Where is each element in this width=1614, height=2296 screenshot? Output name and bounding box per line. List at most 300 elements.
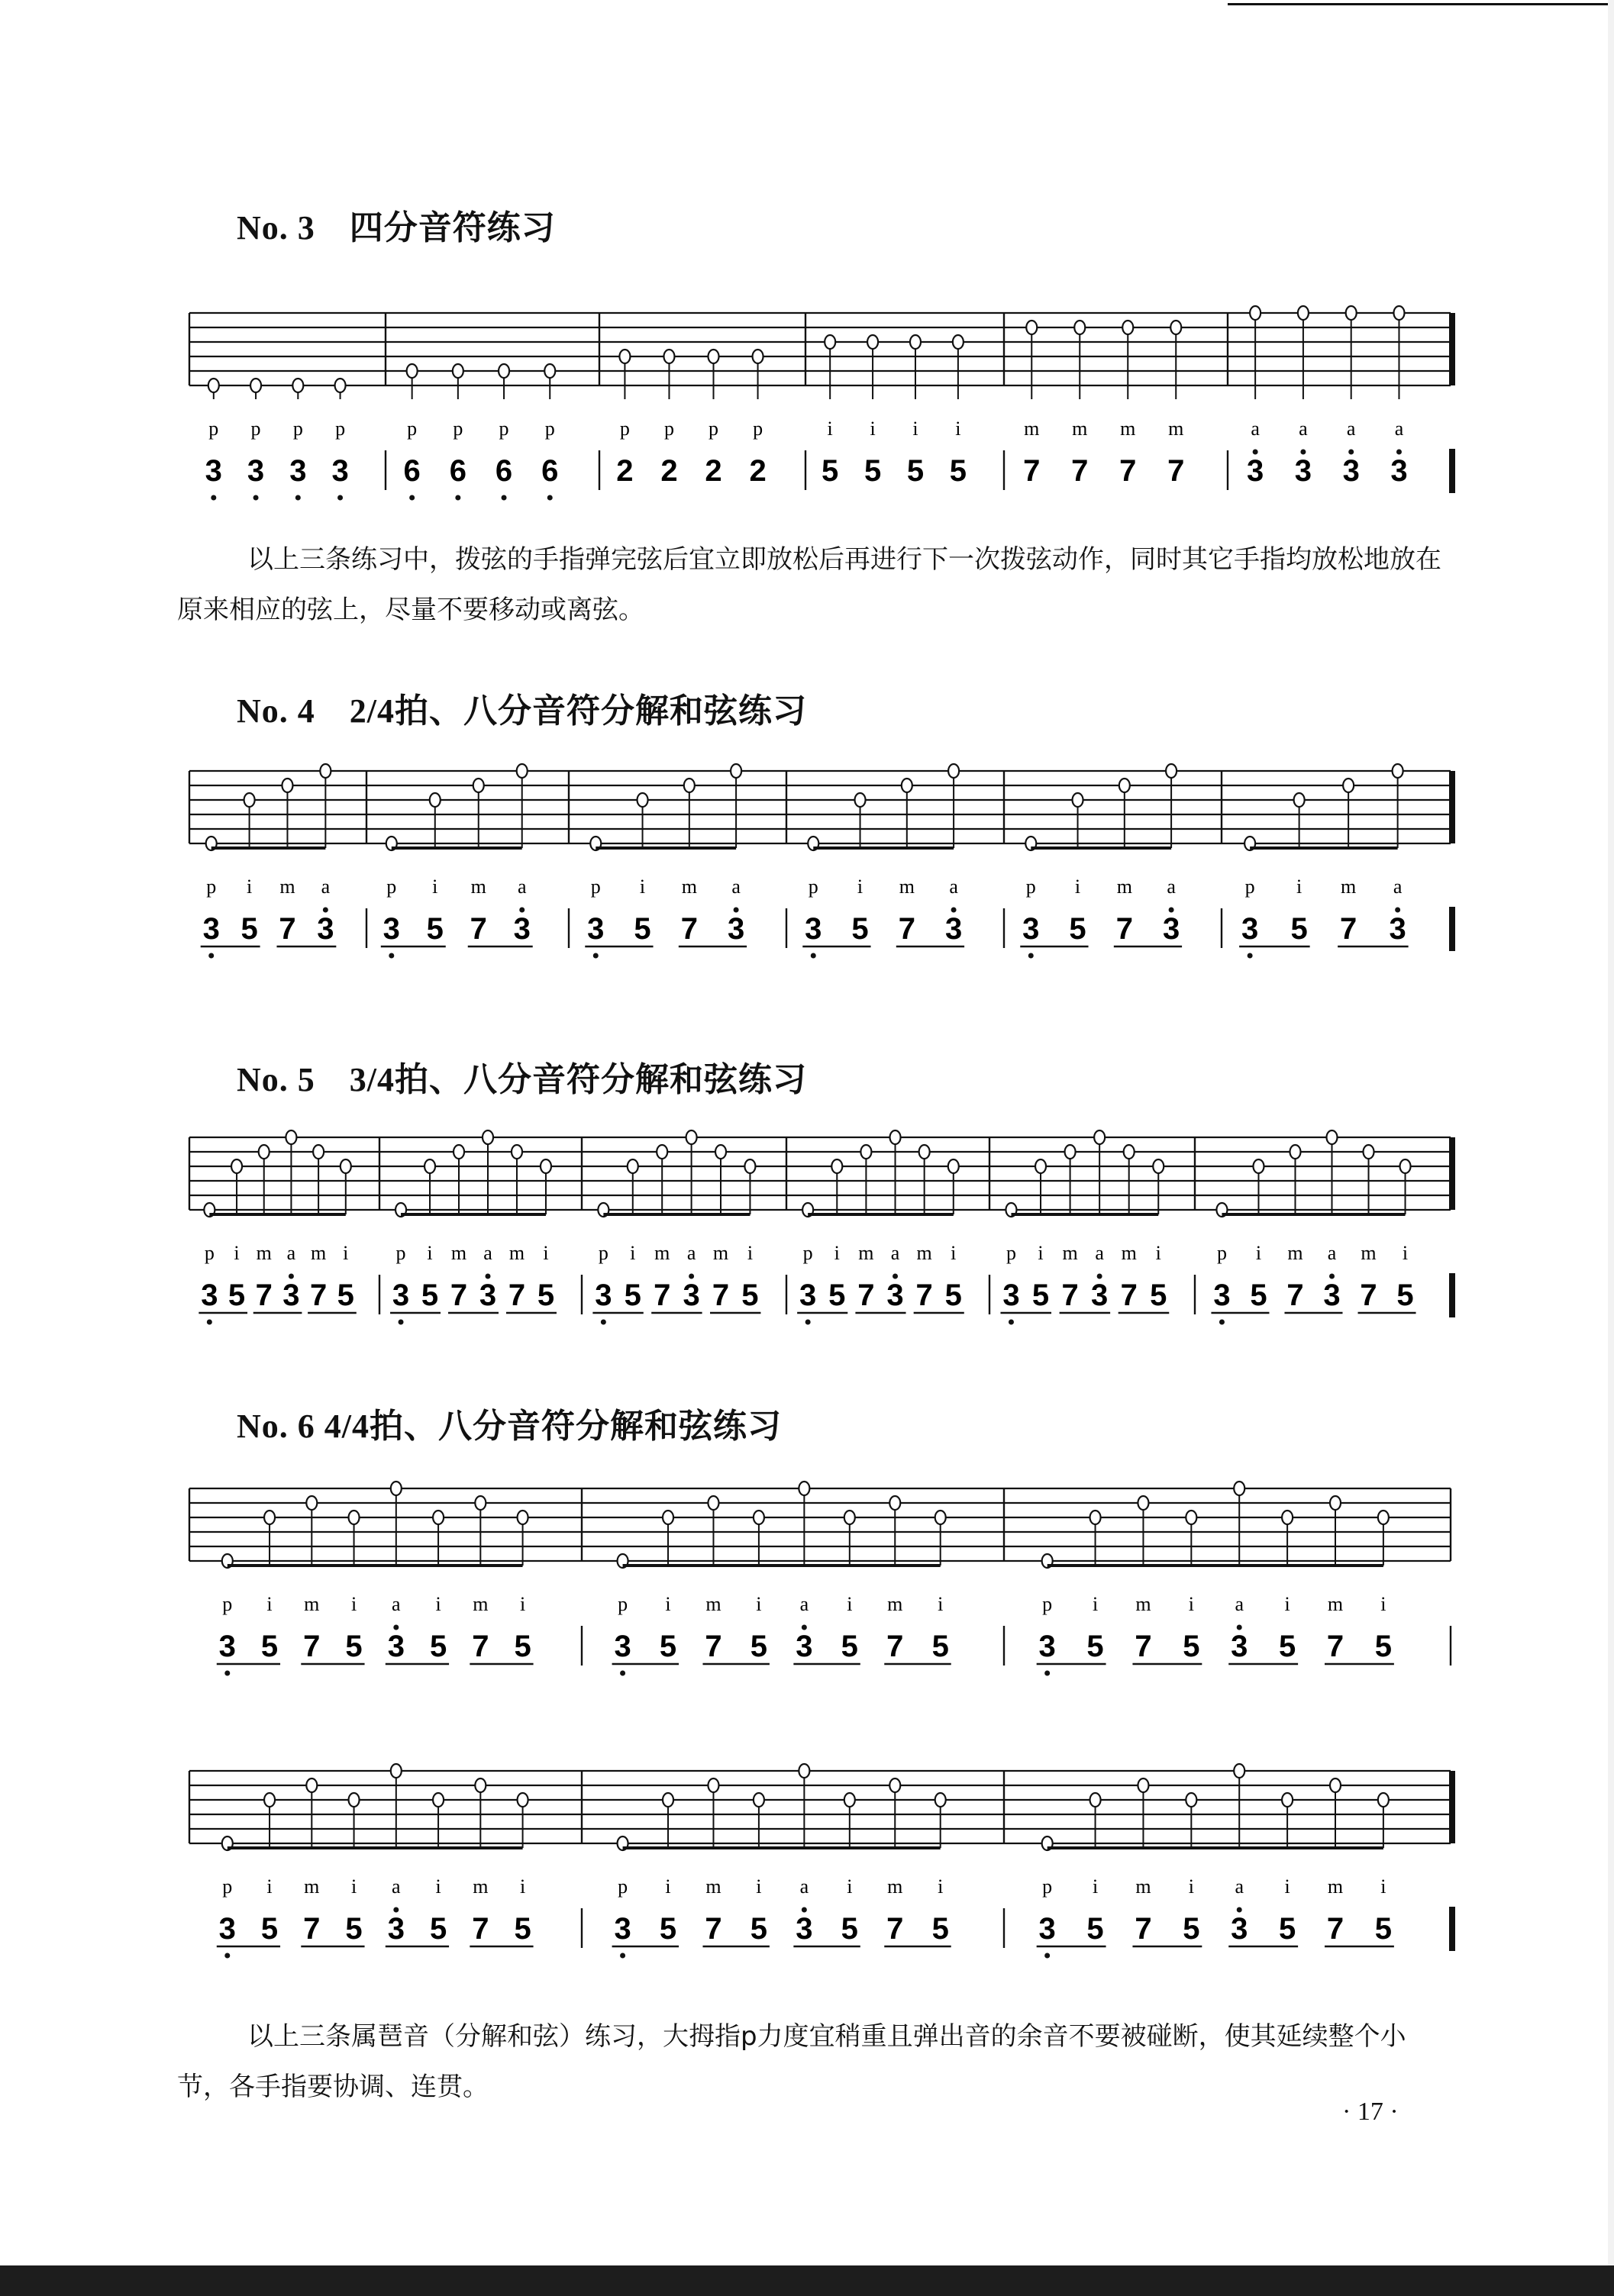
jianpu-note: 3 (479, 1279, 497, 1312)
jianpu-note: 3 (247, 454, 265, 488)
jianpu-note: 3 (805, 912, 822, 946)
finger-label: a (1095, 1242, 1104, 1264)
octave-dot-above (323, 908, 328, 913)
finger-label: m (899, 876, 915, 898)
jianpu-note: 5 (659, 1912, 677, 1946)
tab-fret-zero (499, 364, 509, 378)
finger-label: a (949, 876, 958, 898)
finger-label: i (246, 876, 253, 898)
jianpu-note: 7 (309, 1279, 328, 1312)
finger-label: p (1025, 876, 1036, 898)
jianpu-note: 3 (1247, 454, 1264, 488)
jianpu-note: 5 (1278, 1912, 1296, 1946)
finger-label: i (1188, 1593, 1194, 1615)
jianpu-note: 5 (1183, 1912, 1200, 1946)
jianpu-note: 7 (1326, 1630, 1344, 1663)
jianpu-note: 5 (1031, 1279, 1050, 1312)
octave-dot-below (601, 1320, 606, 1325)
finger-label: m (916, 1242, 932, 1264)
section-title-no6: No. 6 4/4拍、八分音符分解和弦练习 (237, 1408, 782, 1445)
jianpu-note: 5 (1183, 1630, 1200, 1663)
octave-dot-below (207, 1320, 212, 1325)
jianpu-note: 5 (906, 454, 925, 488)
tab-fret-zero (475, 1778, 486, 1792)
finger-label: i (266, 1875, 273, 1898)
finger-label: i (1402, 1242, 1409, 1264)
octave-dot-above (1396, 450, 1402, 455)
jianpu-note: 5 (1278, 1630, 1296, 1663)
jianpu-note: 3 (1231, 1912, 1248, 1946)
octave-dot-below (409, 495, 415, 501)
page-top-rule (1228, 3, 1614, 5)
finger-label: i (1296, 876, 1302, 898)
jianpu-note: 3 (218, 1912, 236, 1946)
jianpu-note: 3 (218, 1630, 236, 1663)
tab-fret-zero (433, 1793, 444, 1807)
jianpu-note: 7 (279, 912, 296, 946)
jianpu-note: 5 (1290, 912, 1308, 946)
jianpu-note: 5 (537, 1279, 555, 1312)
jianpu-note: 5 (1374, 1912, 1393, 1946)
finger-label: a (1327, 1242, 1337, 1264)
jianpu-note: 3 (1213, 1279, 1231, 1312)
tab-fret-zero (902, 779, 912, 792)
tab-final-bar (1449, 771, 1455, 843)
finger-label: i (665, 1875, 671, 1898)
finger-label: p (407, 418, 418, 440)
finger-label: i (912, 418, 918, 440)
finger-label: i (266, 1593, 273, 1615)
octave-dot-below (811, 953, 816, 959)
jianpu-note: 5 (260, 1630, 279, 1663)
finger-label: i (756, 1875, 762, 1898)
jianpu-note: 3 (289, 454, 307, 488)
tab-fret-zero (889, 1778, 900, 1792)
jianpu-note: 3 (799, 1279, 817, 1312)
tab-fret-zero (708, 1778, 718, 1792)
finger-label: m (1135, 1875, 1151, 1898)
jianpu-note: 2 (749, 454, 767, 488)
finger-label: i (857, 876, 863, 898)
jianpu-note: 5 (741, 1279, 759, 1312)
tab-fret-zero (1026, 321, 1037, 334)
tab-fret-zero (890, 1130, 901, 1144)
tab-fret-zero (518, 1511, 528, 1524)
tab-fret-zero (1294, 793, 1305, 807)
tab-fret-zero (910, 335, 921, 349)
tab-fret-zero (953, 335, 964, 349)
finger-label: m (654, 1242, 670, 1264)
finger-label: p (204, 1242, 215, 1264)
finger-label: m (705, 1593, 721, 1615)
tab-fret-zero (1094, 1130, 1105, 1144)
finger-label: m (1121, 1242, 1137, 1264)
finger-label: a (392, 1593, 401, 1615)
tab-fret-zero (244, 793, 255, 807)
octave-dot-above (1395, 908, 1400, 913)
tab-fret-zero (1074, 321, 1085, 334)
finger-label: m (1120, 418, 1136, 440)
tab-fret-zero (1378, 1511, 1389, 1524)
jianpu-note: 2 (616, 454, 634, 488)
jianpu-note: 7 (303, 1630, 321, 1663)
jianpu-note: 5 (624, 1279, 641, 1312)
tab-fret-zero (1166, 764, 1177, 778)
jianpu-note: 5 (421, 1279, 439, 1312)
octave-dot-above (802, 1907, 807, 1913)
jianpu-note: 5 (750, 1912, 768, 1946)
tab-fret-zero (1234, 1764, 1244, 1778)
jianpu-note: 7 (1135, 1630, 1152, 1663)
finger-label: p (663, 418, 674, 440)
octave-dot-above (1237, 1625, 1242, 1630)
octave-dot-above (1097, 1274, 1102, 1279)
tab-fret-zero (433, 1511, 444, 1524)
tab-final-bar (1449, 313, 1455, 385)
tab-fret-zero (831, 1159, 842, 1173)
tab-fret-zero (517, 764, 528, 778)
finger-label: m (279, 876, 295, 898)
finger-label: p (335, 418, 346, 440)
jianpu-note: 5 (240, 912, 258, 946)
jianpu-note: 5 (1250, 1279, 1267, 1312)
jianpu-note: 3 (1038, 1630, 1056, 1663)
tab-fret-zero (292, 379, 303, 392)
notation-final-bar (1449, 907, 1455, 951)
octave-dot-below (224, 1671, 230, 1676)
tab-fret-zero (231, 1159, 242, 1173)
jianpu-note: 7 (472, 1630, 489, 1663)
section-title-no4: No. 4 2/4拍、八分音符分解和弦练习 (237, 692, 807, 730)
jianpu-note: 3 (1294, 454, 1312, 488)
jianpu-note: 5 (750, 1630, 768, 1663)
finger-label: a (1299, 418, 1308, 440)
finger-label: a (731, 876, 741, 898)
jianpu-note: 7 (886, 1630, 904, 1663)
jianpu-note: 6 (541, 454, 559, 488)
jianpu-note: 5 (1069, 912, 1086, 946)
jianpu-note: 5 (659, 1630, 677, 1663)
octave-dot-below (1044, 1671, 1050, 1676)
finger-label: i (951, 1242, 957, 1264)
octave-dot-above (1237, 1907, 1242, 1913)
jianpu-note: 5 (337, 1279, 354, 1312)
jianpu-note: 3 (1389, 912, 1406, 946)
finger-label: p (222, 1875, 233, 1898)
tab-fret-zero (1138, 1778, 1148, 1792)
finger-label: p (619, 418, 630, 440)
finger-label: i (1074, 876, 1081, 898)
octave-dot-below (1044, 1953, 1050, 1959)
tab-fret-zero (320, 764, 331, 778)
tab-fret-zero (844, 1511, 855, 1524)
tab-fret-zero (1234, 1482, 1244, 1495)
finger-label: a (1393, 876, 1403, 898)
jianpu-note: 3 (1241, 912, 1259, 946)
jianpu-note: 7 (898, 912, 915, 946)
finger-label: m (1327, 1875, 1344, 1898)
octave-dot-above (951, 908, 957, 913)
finger-label: i (1284, 1593, 1290, 1615)
tab-fret-zero (1330, 1496, 1341, 1510)
tab-fret-zero (259, 1145, 270, 1159)
jianpu-note: 5 (863, 454, 882, 488)
finger-label: i (847, 1593, 853, 1615)
finger-label: p (808, 876, 818, 898)
tab-fret-zero (453, 364, 463, 378)
jianpu-note: 7 (705, 1630, 722, 1663)
jianpu-note: 5 (1086, 1630, 1104, 1663)
jianpu-note: 3 (1022, 912, 1040, 946)
tab-fret-zero (867, 335, 878, 349)
jianpu-note: 5 (426, 912, 444, 946)
tab-fret-zero (430, 793, 441, 807)
jianpu-note: 3 (383, 912, 400, 946)
octave-dot-below (620, 1953, 625, 1959)
octave-dot-below (502, 495, 507, 501)
finger-label: i (1188, 1875, 1194, 1898)
jianpu-note: 7 (712, 1279, 730, 1312)
tab-final-bar (1449, 1771, 1455, 1843)
octave-dot-below (1009, 1320, 1014, 1325)
finger-label: a (1235, 1593, 1244, 1615)
jianpu-note: 7 (915, 1279, 933, 1312)
tab-fret-zero (657, 1145, 667, 1159)
tab-fret-zero (825, 335, 835, 349)
jianpu-note: 5 (841, 1630, 858, 1663)
jianpu-note: 5 (1086, 1912, 1104, 1946)
tab-fret-zero (708, 1496, 718, 1510)
finger-label: i (747, 1242, 754, 1264)
page-number: · 17 · (1342, 2098, 1399, 2126)
finger-label: i (435, 1593, 441, 1615)
jianpu-note: 2 (660, 454, 678, 488)
tab-fret-zero (1346, 306, 1357, 320)
tab-exercise-no4 (0, 748, 1614, 969)
finger-label: i (630, 1242, 636, 1264)
tab-fret-zero (1400, 1159, 1411, 1173)
tab-fret-zero (1364, 1145, 1374, 1159)
octave-dot-below (253, 495, 259, 501)
jianpu-note: 6 (449, 454, 466, 488)
tab-fret-zero (473, 779, 484, 792)
octave-dot-above (485, 1274, 490, 1279)
finger-label: i (827, 418, 833, 440)
jianpu-note: 7 (1120, 1279, 1138, 1312)
tab-fret-zero (799, 1764, 809, 1778)
tab-fret-zero (1253, 1159, 1264, 1173)
jianpu-note: 5 (345, 1912, 363, 1946)
finger-label: m (310, 1242, 327, 1264)
finger-label: m (712, 1242, 729, 1264)
finger-label: m (450, 1242, 467, 1264)
finger-label: m (681, 876, 697, 898)
finger-label: p (1042, 1593, 1053, 1615)
finger-label: p (453, 418, 463, 440)
tab-fret-zero (208, 379, 219, 392)
finger-label: m (1135, 1593, 1151, 1615)
octave-dot-below (208, 953, 214, 959)
jianpu-note: 2 (705, 454, 722, 488)
jianpu-note: 7 (705, 1912, 722, 1946)
finger-label: m (887, 1875, 903, 1898)
jianpu-note: 5 (841, 1912, 858, 1946)
tab-fret-zero (715, 1145, 726, 1159)
finger-label: p (499, 418, 509, 440)
finger-label: p (222, 1593, 233, 1615)
tab-fret-zero (889, 1496, 900, 1510)
jianpu-note: 5 (822, 454, 839, 488)
finger-label: p (250, 418, 261, 440)
tab-fret-zero (799, 1482, 809, 1495)
octave-dot-above (734, 908, 739, 913)
finger-label: p (598, 1242, 608, 1264)
jianpu-note: 5 (634, 912, 651, 946)
jianpu-note: 3 (201, 1279, 218, 1312)
tab-exercise-no6-line1 (0, 1466, 1614, 1687)
tab-fret-zero (1170, 321, 1181, 334)
finger-label: a (517, 876, 527, 898)
jianpu-note: 3 (944, 912, 963, 946)
octave-dot-above (519, 908, 525, 913)
jianpu-note: 3 (1002, 1279, 1020, 1312)
jianpu-note: 5 (1150, 1279, 1167, 1312)
octave-dot-below (295, 495, 301, 501)
finger-label: i (343, 1242, 349, 1264)
finger-label: a (686, 1242, 696, 1264)
tab-fret-zero (1378, 1793, 1389, 1807)
jianpu-note: 3 (614, 1630, 631, 1663)
finger-label: i (1092, 1593, 1099, 1615)
tab-fret-zero (948, 764, 959, 778)
jianpu-note: 7 (1340, 912, 1357, 946)
tab-fret-zero (686, 1130, 697, 1144)
tab-fret-zero (306, 1496, 317, 1510)
finger-label: i (427, 1242, 433, 1264)
finger-label: m (1062, 1242, 1078, 1264)
tab-fret-zero (1153, 1159, 1164, 1173)
octave-dot-above (393, 1625, 399, 1630)
finger-label: m (508, 1242, 525, 1264)
jianpu-note: 7 (470, 912, 487, 946)
jianpu-note: 7 (857, 1279, 875, 1312)
jianpu-note: 5 (260, 1912, 279, 1946)
jianpu-note: 7 (1167, 454, 1185, 488)
tab-fret-zero (628, 1159, 638, 1173)
jianpu-note: 5 (1396, 1279, 1414, 1312)
jianpu-note: 5 (944, 1279, 962, 1312)
tab-fret-zero (407, 364, 418, 378)
jianpu-note: 3 (331, 454, 349, 488)
tab-fret-zero (709, 350, 719, 363)
tab-exercise-no3 (0, 290, 1614, 511)
octave-dot-below (805, 1320, 811, 1325)
finger-label: a (321, 876, 331, 898)
finger-label: i (938, 1875, 944, 1898)
finger-label: m (304, 1875, 320, 1898)
finger-label: i (847, 1875, 853, 1898)
jianpu-note: 5 (429, 1630, 447, 1663)
tab-fret-zero (1393, 764, 1403, 778)
tab-fret-zero (391, 1482, 402, 1495)
jianpu-note: 7 (1061, 1279, 1079, 1312)
jianpu-note: 7 (508, 1279, 526, 1312)
jianpu-note: 7 (1071, 454, 1089, 488)
tab-fret-zero (1186, 1793, 1196, 1807)
octave-dot-below (620, 1671, 625, 1676)
tab-fret-zero (684, 779, 695, 792)
finger-label: i (1038, 1242, 1044, 1264)
tab-fret-zero (306, 1778, 317, 1792)
tab-fret-zero (544, 364, 555, 378)
scan-bottom-band (0, 2265, 1614, 2296)
octave-dot-above (1300, 450, 1306, 455)
octave-dot-above (1253, 450, 1258, 455)
jianpu-note: 3 (1162, 912, 1180, 946)
finger-label: i (543, 1242, 549, 1264)
finger-label: i (435, 1875, 441, 1898)
finger-label: a (392, 1875, 401, 1898)
tab-fret-zero (286, 1130, 296, 1144)
tab-fret-zero (1327, 1130, 1338, 1144)
tab-fret-zero (1282, 1793, 1293, 1807)
finger-label: a (1235, 1875, 1244, 1898)
finger-label: m (1361, 1242, 1377, 1264)
finger-label: i (756, 1593, 762, 1615)
tab-fret-zero (663, 1511, 673, 1524)
jianpu-note: 7 (654, 1279, 671, 1312)
octave-dot-above (1169, 908, 1174, 913)
tab-fret-zero (541, 1159, 551, 1173)
tab-fret-zero (1393, 306, 1404, 320)
finger-label: m (887, 1593, 903, 1615)
tab-fret-zero (1090, 1511, 1101, 1524)
tab-fret-zero (1090, 1793, 1101, 1807)
tab-fret-zero (663, 1793, 673, 1807)
tab-fret-zero (1298, 306, 1309, 320)
finger-label: p (1244, 876, 1255, 898)
jianpu-note: 3 (1091, 1279, 1109, 1312)
octave-dot-above (1329, 1274, 1335, 1279)
jianpu-note: 3 (1390, 454, 1408, 488)
jianpu-note: 3 (205, 454, 222, 488)
jianpu-note: 3 (387, 1912, 405, 1946)
tab-fret-zero (860, 1145, 871, 1159)
jianpu-note: 3 (513, 912, 531, 946)
finger-label: a (1394, 418, 1404, 440)
tab-fret-zero (518, 1793, 528, 1807)
jianpu-note: 5 (949, 454, 967, 488)
finger-label: a (799, 1593, 809, 1615)
jianpu-note: 3 (886, 1279, 904, 1312)
tab-fret-zero (744, 1159, 755, 1173)
jianpu-note: 5 (851, 912, 869, 946)
tab-fret-zero (1124, 1145, 1135, 1159)
finger-label: i (1380, 1875, 1386, 1898)
octave-dot-below (1248, 953, 1253, 959)
jianpu-note: 7 (472, 1912, 489, 1946)
jianpu-note: 7 (1135, 1912, 1152, 1946)
finger-label: m (1341, 876, 1357, 898)
jianpu-note: 5 (514, 1630, 531, 1663)
finger-label: i (432, 876, 438, 898)
finger-label: m (256, 1242, 272, 1264)
finger-label: i (1380, 1593, 1386, 1615)
jianpu-note: 3 (727, 912, 745, 946)
tab-fret-zero (335, 379, 346, 392)
finger-label: p (544, 418, 555, 440)
tab-fret-zero (1073, 793, 1083, 807)
